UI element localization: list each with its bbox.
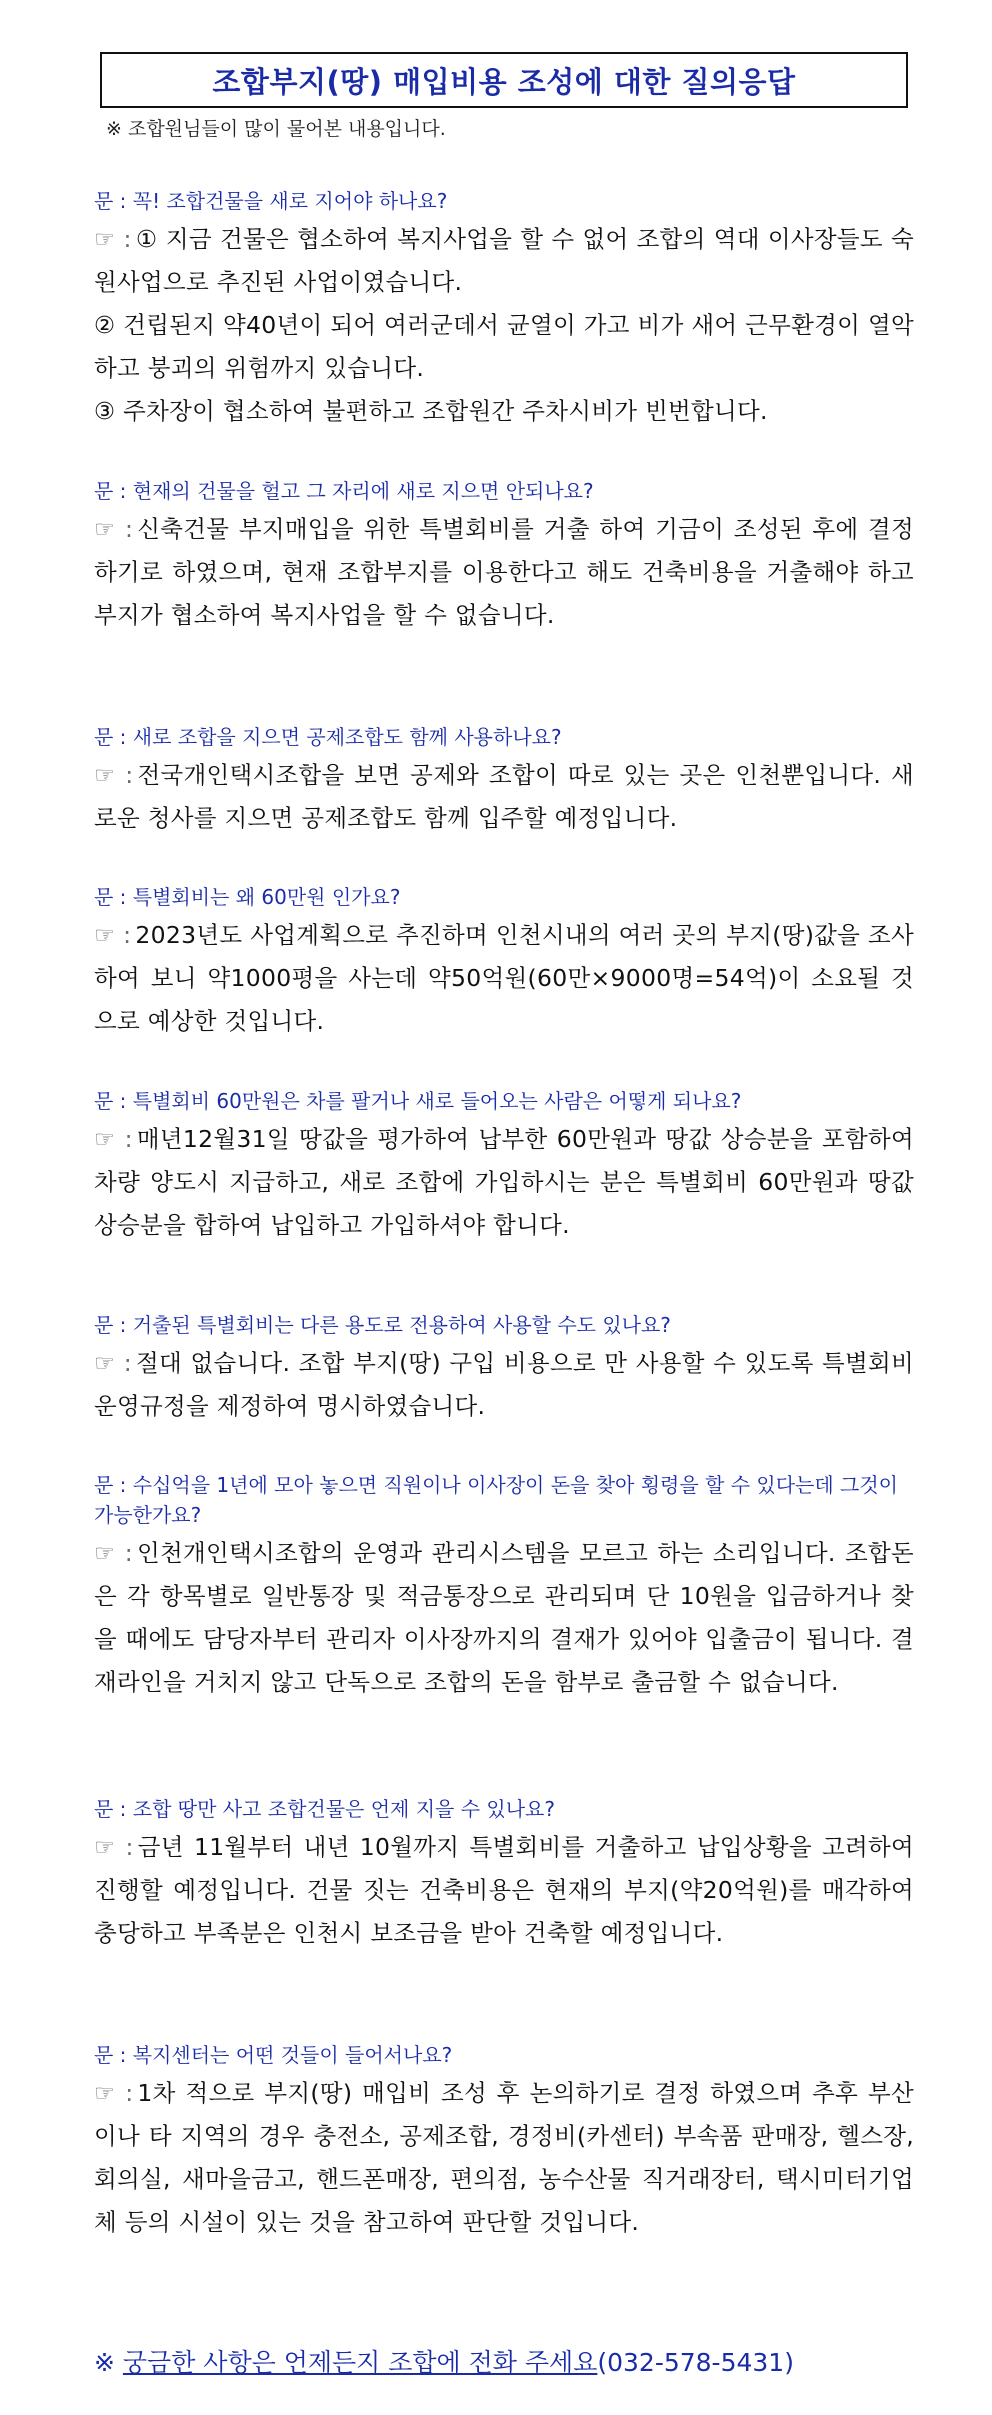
qa-item — [94, 476, 914, 637]
pointing-hand-icon: ☞ : — [94, 515, 134, 543]
question: 문 : 수십억을 1년에 모아 놓으면 직원이나 이사장이 돈을 찾아 횡령을 할 수 있다는데 그것이 가능한가요? — [94, 1473, 898, 1527]
document-title: 조합부지(땅) 매입비용 조성에 대한 질의응답 — [212, 64, 796, 99]
title-box — [100, 52, 908, 108]
pointing-hand-icon: ☞ : — [94, 921, 132, 949]
answer — [94, 1118, 914, 1247]
question: 문 : 새로 조합을 지으면 공제조합도 함께 사용하나요? — [94, 725, 562, 749]
answer — [94, 1532, 914, 1704]
question: 문 : 특별회비 60만원은 차를 팔거나 새로 들어오는 사람은 어떻게 되나요? — [94, 1089, 742, 1113]
footer-prefix: ※ — [94, 2348, 123, 2377]
answer — [94, 1826, 914, 1955]
qa-item — [94, 186, 914, 433]
qa-item — [94, 1310, 914, 1428]
question: 문 : 거출된 특별회비는 다른 용도로 전용하여 사용할 수도 있나요? — [94, 1313, 671, 1337]
answer-text: 2023년도 사업계획으로 추진하며 인천시내의 여러 곳의 부지(땅)값을 조사하여 보니 약1000평을 사는데 약50억원(60만×9000명=54억)이 소요될 것으로 예상한 것입니다. — [94, 921, 914, 1035]
document-subtitle: ※ 조합원님들이 많이 물어본 내용입니다. — [106, 118, 446, 140]
pointing-hand-icon: ☞ : — [94, 225, 132, 253]
answer-text: 신축건물 부지매입을 위한 특별회비를 거출 하여 기금이 조성된 후에 결정하기로 하였으며, 현재 조합부지를 이용한다고 해도 건축비용을 거출해야 하고 부지가 협소하여 복지사업을 할 수 없습니다. — [94, 515, 914, 629]
answer — [94, 1342, 914, 1428]
pointing-hand-icon: ☞ : — [94, 1833, 134, 1861]
qa-item — [94, 1086, 914, 1247]
answer — [94, 2072, 914, 2244]
answer-text: ② 건립된지 약40년이 되어 여러군데서 균열이 가고 비가 새어 근무환경이 열악하고 붕괴의 위험까지 있습니다. — [94, 311, 914, 382]
answer-text: 인천개인택시조합의 운영과 관리시스템을 모르고 하는 소리입니다. 조합돈은 각 항목별로 일반통장 및 적금통장으로 관리되며 단 10원을 입금하거나 찾을 때에도 담당자부터 관리자 이사장까지의 결재가 있어야 입출금이 됩니다. 결재라인을 거치지 않고 단독으로 조합의 돈을 함부로 출금할 수 없습니다. — [94, 1539, 915, 1696]
answer — [94, 914, 914, 1043]
qa-item — [94, 722, 914, 840]
answer — [94, 508, 914, 637]
pointing-hand-icon: ☞ : — [94, 1349, 133, 1377]
answer-text: 1차 적으로 부지(땅) 매입비 조성 후 논의하기로 결정 하였으며 추후 부산이나 타 지역의 경우 충전소, 공제조합, 경정비(카센터) 부속품 판매장, 헬스장, 회의실, 새마을금고, 핸드폰매장, 편의점, 농수산물 직거래장터, 택시미터기업체 등의 시설이 있는 것을 참고하여 판단할 것입니다. — [94, 2079, 914, 2236]
qa-item — [94, 1794, 914, 1955]
answer-text: ① 지금 건물은 협소하여 복지사업을 할 수 없어 조합의 역대 이사장들도 숙원사업으로 추진된 사업이였습니다. — [94, 225, 914, 296]
qa-item — [94, 1470, 914, 1704]
qa-item — [94, 882, 914, 1043]
answer-text: ③ 주차장이 협소하여 불편하고 조합원간 주차시비가 빈번합니다. — [94, 397, 768, 425]
pointing-hand-icon: ☞ : — [94, 761, 134, 789]
answer-text: 절대 없습니다. 조합 부지(땅) 구입 비용으로 만 사용할 수 있도록 특별회비운영규정을 제정하여 명시하였습니다. — [94, 1349, 914, 1420]
pointing-hand-icon: ☞ : — [94, 1125, 133, 1153]
answer-text: 매년12월31일 땅값을 평가하여 납부한 60만원과 땅값 상승분을 포함하여 차량 양도시 지급하고, 새로 조합에 가입하시는 분은 특별회비 60만원과 땅값 상승분을 합하여 납입하고 가입하셔야 합니다. — [94, 1125, 914, 1239]
answer — [94, 218, 914, 433]
question: 문 : 복지센터는 어떤 것들이 들어서나요? — [94, 2043, 453, 2067]
qa-item — [94, 2040, 914, 2244]
question: 문 : 꼭! 조합건물을 새로 지어야 하나요? — [94, 189, 448, 213]
answer — [94, 754, 914, 840]
contact-link[interactable]: 궁금한 사항은 언제든지 조합에 전화 주세요 — [122, 2348, 598, 2377]
answer-text: 금년 11월부터 내년 10월까지 특별회비를 거출하고 납입상황을 고려하여 진행할 예정입니다. 건물 짓는 건축비용은 현재의 부지(약20억원)를 매각하여 충당하고 부족분은 인천시 보조금을 받아 건축할 예정입니다. — [94, 1833, 914, 1947]
question: 문 : 조합 땅만 사고 조합건물은 언제 지을 수 있나요? — [94, 1797, 555, 1821]
answer-text: 전국개인택시조합을 보면 공제와 조합이 따로 있는 곳은 인천뿐입니다. 새로운 청사를 지으면 공제조합도 함께 입주할 예정입니다. — [94, 761, 914, 832]
pointing-hand-icon: ☞ : — [94, 1539, 133, 1567]
contact-footer — [94, 2343, 794, 2379]
question: 문 : 현재의 건물을 헐고 그 자리에 새로 지으면 안되나요? — [94, 479, 594, 503]
pointing-hand-icon: ☞ : — [94, 2079, 134, 2107]
question: 문 : 특별회비는 왜 60만원 인가요? — [94, 885, 401, 909]
phone-number: (032-578-5431) — [597, 2348, 794, 2377]
